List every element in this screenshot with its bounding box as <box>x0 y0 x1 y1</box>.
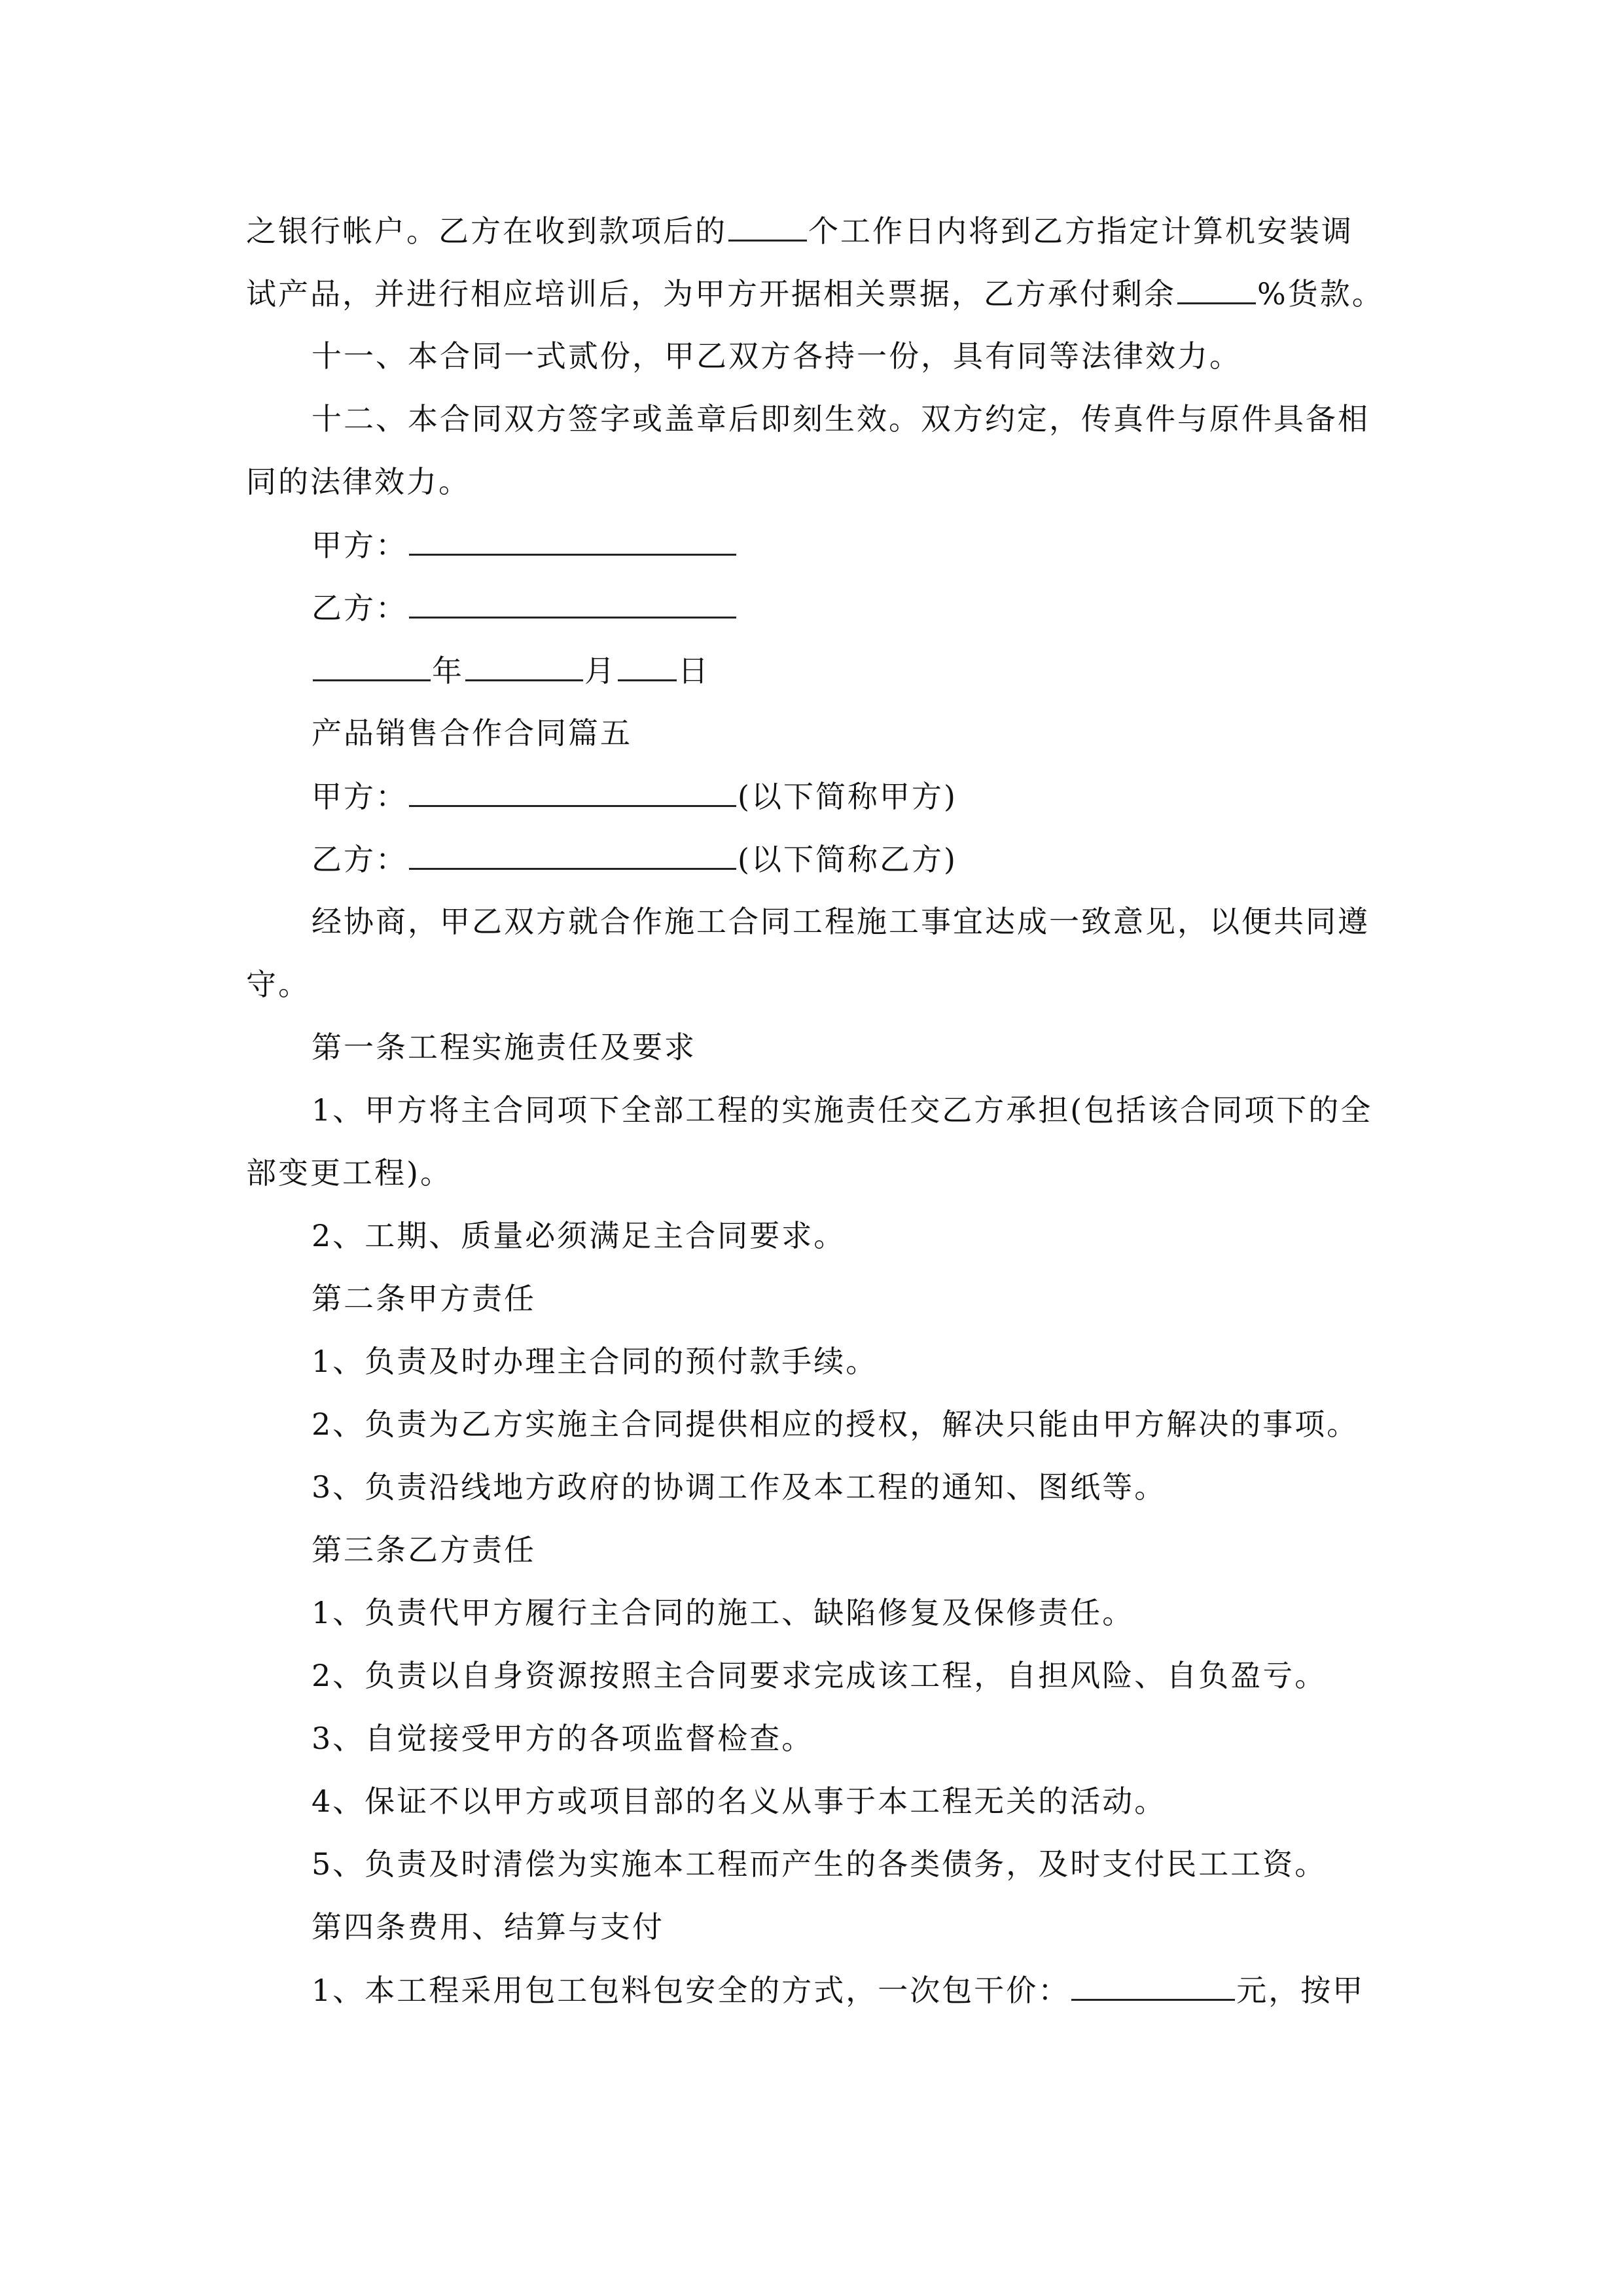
article-2-item-2: 2、负责为乙方实施主合同提供相应的授权，解决只能由甲方解决的事项。 <box>312 1407 1359 1442</box>
text: 元，按甲 <box>1236 1973 1365 2008</box>
blank-signature-b <box>409 588 736 619</box>
clause-12-line-1: 十二、本合同双方签字或盖章后即刻生效。双方约定，传真件与原件具备相 <box>312 401 1370 437</box>
blank-workdays <box>728 211 807 242</box>
party-b-label: 乙方： <box>312 842 408 877</box>
party-a-note: (以下简称甲方) <box>738 779 957 814</box>
signature-party-b <box>312 588 738 628</box>
article-4-title: 第四条费用、结算与支付 <box>312 1909 664 1945</box>
article-2-title: 第二条甲方责任 <box>312 1281 536 1316</box>
blank-signature-a <box>409 525 736 556</box>
text: 试产品，并进行相应培训后，为甲方开据相关票据，乙方承付剩余 <box>246 276 1176 312</box>
article-3-item-1: 1、负责代甲方履行主合同的施工、缺陷修复及保修责任。 <box>312 1595 1135 1630</box>
blank-day <box>618 651 677 681</box>
article-2-item-1: 1、负责及时办理主合同的预付款手续。 <box>312 1344 878 1379</box>
blank-lump-sum-price <box>1071 1970 1235 2001</box>
paragraph-10-line-1 <box>246 211 1353 251</box>
party-b-line <box>312 839 957 879</box>
article-3-item-5: 5、负责及时清偿为实施本工程而产生的各类债务，及时支付民工工资。 <box>312 1846 1327 1882</box>
clause-11: 十一、本合同一式贰份，甲乙双方各持一份，具有同等法律效力。 <box>312 338 1241 374</box>
clause-12-line-2: 同的法律效力。 <box>246 464 471 499</box>
intro-line-2: 守。 <box>246 967 310 1002</box>
day-label: 日 <box>678 653 710 689</box>
text: 个工作日内将到乙方指定计算机安装调 <box>808 213 1353 249</box>
article-1-item-1-line-1: 1、甲方将主合同项下全部工程的实施责任交乙方承担(包括该合同项下的全 <box>312 1092 1373 1128</box>
article-1-item-1-line-2: 部变更工程)。 <box>246 1155 452 1191</box>
article-3-item-4: 4、保证不以甲方或项目部的名义从事于本工程无关的活动。 <box>312 1784 1167 1819</box>
blank-year <box>313 651 431 681</box>
text: 之银行帐户。乙方在收到款项后的 <box>246 213 727 249</box>
text: %货款。 <box>1257 276 1384 312</box>
article-3-item-3: 3、自觉接受甲方的各项监督检查。 <box>312 1721 814 1756</box>
party-a-label: 甲方： <box>312 779 408 814</box>
article-1-item-2: 2、工期、质量必须满足主合同要求。 <box>312 1218 846 1253</box>
intro-line-1: 经协商，甲乙双方就合作施工合同工程施工事宜达成一致意见，以便共同遵 <box>312 904 1370 939</box>
month-label: 月 <box>584 653 616 689</box>
article-2-item-3: 3、负责沿线地方政府的协调工作及本工程的通知、图纸等。 <box>312 1469 1167 1505</box>
blank-percentage <box>1177 274 1256 304</box>
signature-party-a <box>312 525 738 565</box>
article-1-title: 第一条工程实施责任及要求 <box>312 1030 696 1065</box>
article-3-item-2: 2、负责以自身资源按照主合同要求完成该工程，自担风险、自负盈亏。 <box>312 1658 1327 1693</box>
paragraph-10-line-2 <box>246 274 1384 314</box>
text: 1、本工程采用包工包料包安全的方式，一次包干价： <box>312 1973 1071 2008</box>
blank-month <box>465 651 583 681</box>
article-3-title: 第三条乙方责任 <box>312 1532 536 1568</box>
article-4-item-1 <box>312 1970 1364 2010</box>
year-label: 年 <box>432 653 464 689</box>
signature-label: 甲方： <box>312 528 408 563</box>
signature-label: 乙方： <box>312 590 408 626</box>
party-a-line <box>312 776 957 816</box>
signature-date <box>312 651 710 691</box>
blank-party-b <box>409 839 736 870</box>
section-title: 产品销售合作合同篇五 <box>312 715 632 751</box>
blank-party-a <box>409 776 736 807</box>
party-b-note: (以下简称乙方) <box>738 842 957 877</box>
